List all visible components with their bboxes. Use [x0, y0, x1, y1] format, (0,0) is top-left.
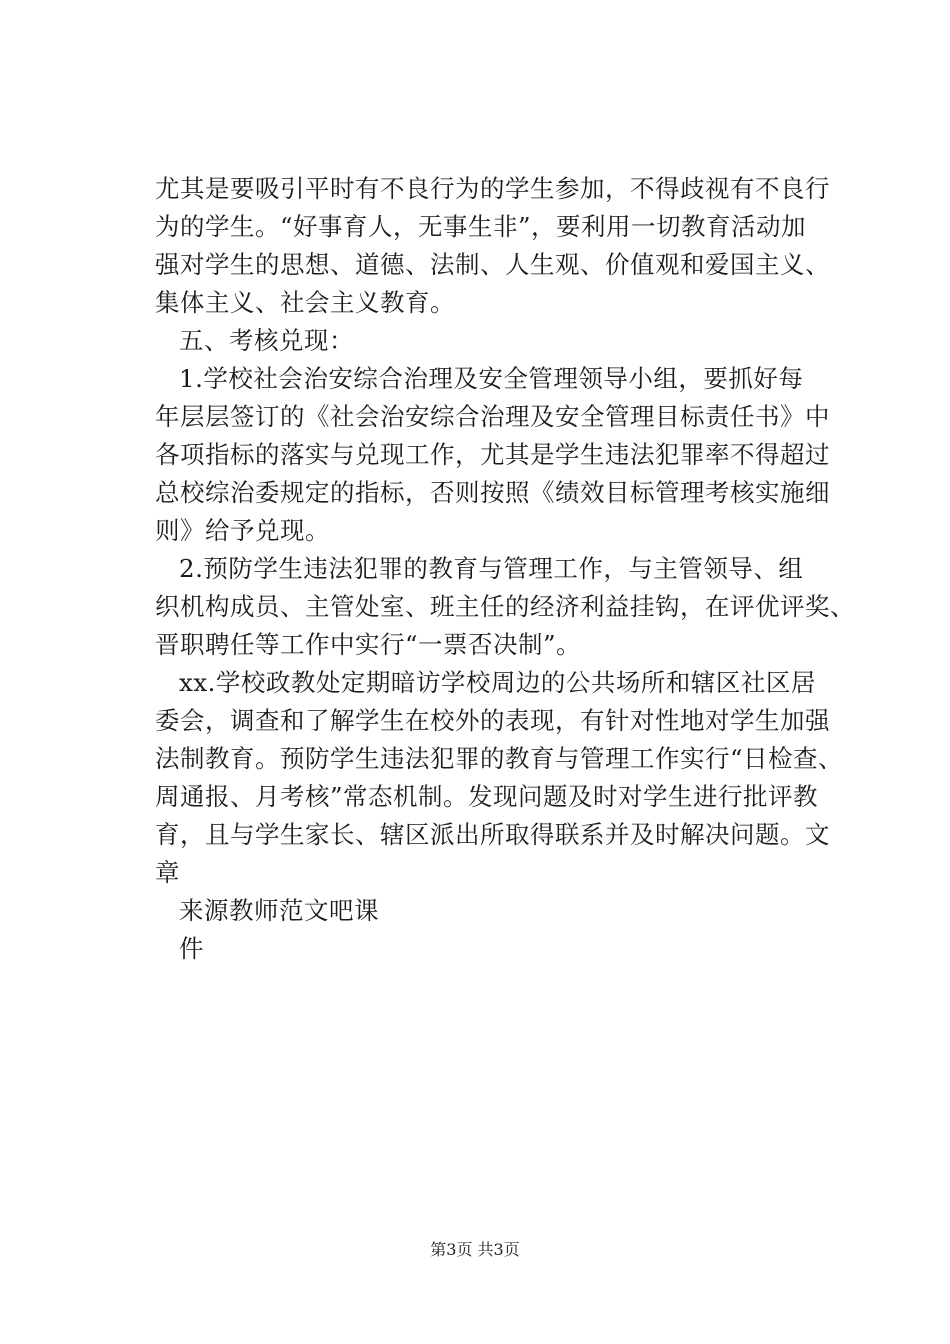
body-line: 年层层签订的《社会治安综合治理及安全管理目标责任书》中 — [155, 402, 830, 431]
body-line: 集体主义、社会主义教育。 — [155, 288, 455, 317]
document-body — [155, 170, 855, 968]
body-line: 则》给予兑现。 — [155, 516, 330, 545]
body-line: 总校综治委规定的指标，否则按照《绩效目标管理考核实施细 — [155, 478, 830, 507]
body-line: 强对学生的思想、道德、法制、人生观、价值观和爱国主义、 — [155, 250, 830, 279]
body-line: 晋职聘任等工作中实行“一票否决制”。 — [155, 630, 582, 659]
body-line: 各项指标的落实与兑现工作，尤其是学生违法犯罪率不得超过 — [155, 440, 830, 469]
section-heading: 五、考核兑现： — [179, 326, 354, 355]
body-line: 尤其是要吸引平时有不良行为的学生参加，不得歧视有不良行 — [155, 174, 830, 203]
body-line: 2.预防学生违法犯罪的教育与管理工作，与主管领导、组 — [179, 554, 804, 583]
body-line: 周通报、月考核”常态机制。发现问题及时对学生进行批评教 — [155, 782, 819, 811]
page-number: 第3页 共3页 — [430, 1240, 520, 1259]
source-note: 来源教师范文吧课 — [179, 896, 379, 925]
body-line: 织机构成员、主管处室、班主任的经济利益挂钩，在评优评奖、 — [155, 592, 855, 621]
body-line: xx.学校政教处定期暗访学校周边的公共场所和辖区社区居 — [179, 668, 816, 697]
body-line: 法制教育。预防学生违法犯罪的教育与管理工作实行“日检查、 — [155, 744, 844, 773]
body-line: 委会，调查和了解学生在校外的表现，有针对性地对学生加强 — [155, 706, 830, 735]
body-line: 为的学生。“好事育人，无事生非”，要利用一切教育活动加 — [155, 212, 807, 241]
body-line: 章 — [155, 858, 180, 887]
body-line: 1.学校社会治安综合治理及安全管理领导小组，要抓好每 — [179, 364, 804, 393]
source-note: 件 — [179, 934, 204, 963]
body-line: 育，且与学生家长、辖区派出所取得联系并及时解决问题。文 — [155, 820, 830, 849]
